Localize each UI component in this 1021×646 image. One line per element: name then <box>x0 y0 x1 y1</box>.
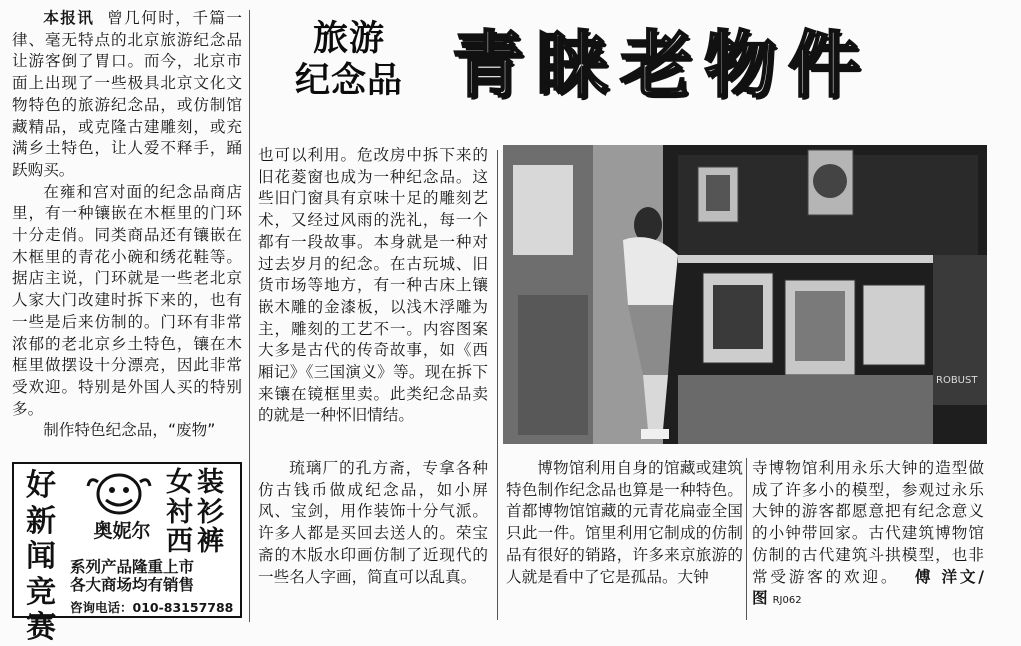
ad-vertical-slogan <box>17 468 65 646</box>
ad-slogan-char: 竞 <box>26 574 56 610</box>
ad-tagline-1: 系列产品隆重上市 <box>70 558 195 576</box>
ad-category-line: 衬衫 <box>166 496 228 528</box>
article-paragraph-7-text: 寺博物馆利用永乐大钟的造型做成了许多小的模型，参观过永乐大钟的游客都愿意把有纪念意义的小钟带回家。古代建筑博物馆仿制的古代建筑斗拱模型，也非常受游客的欢迎。 <box>752 459 984 586</box>
article-paragraph-1-text: 曾几何时，千篇一律、毫无特点的北京旅游纪念品让游客倒了胃口。而今，北京市面上出现了一些极具北京文化文物特色的旅游纪念品，或仿制馆藏精品，或克隆古建雕刻，或充满乡土特色，让人爱不释手，踊跃购买。 <box>12 9 242 179</box>
headline: 青睐老物件 <box>452 23 873 107</box>
article-paragraph-5: 琉璃厂的孔方斋，专拿各种仿古钱币做成纪念品，如小屏风、宝剑，用作装饰十分气派。许多人都是买回去送人的。荣宝斋的木版水印画仿制了近现代的一些名人字画，简直可以乱真。 <box>258 459 488 586</box>
article-paragraph-1 <box>12 8 242 182</box>
article-paragraph-7 <box>752 458 984 612</box>
shop-display-photo-icon <box>503 145 987 444</box>
ad-category-line: 女装 <box>166 467 228 498</box>
article-lead: 本报讯 <box>43 9 95 27</box>
headline-kicker <box>274 18 424 102</box>
article-code: RJ062 <box>772 595 802 607</box>
ad-brand-name: 奥妮尔 <box>93 520 151 542</box>
article-paragraph-4: 也可以利用。危改房中拆下来的旧花菱窗也成为一种纪念品。这些旧门窗具有京味十足的雕刻艺术，又经过风雨的洗礼，每一个都有一段故事。本身就是一种对过去岁月的纪念。在古玩城、旧货市场等地方，有一种古床上镶嵌木雕的金漆板，以浅木浮雕为主，雕刻的工艺不一。内容图案大多是古代的传奇故事，如《西厢记》《三国演义》等。现在拆下来镶在镜框里卖。此类纪念品卖的就是一种怀旧情结。 <box>258 146 488 425</box>
ad-slogan-char: 赛 <box>26 610 56 645</box>
column-divider <box>497 150 498 620</box>
ad-tagline-2: 各大商场均有销售 <box>70 576 195 594</box>
article-photo <box>503 145 987 444</box>
ad-slogan-char: 新 <box>26 503 56 539</box>
article-paragraph-2: 在雍和宫对面的纪念品商店里，有一种镶嵌在木框里的门环十分走俏。同类商品还有镶嵌在木框里的青花小碗和绣花鞋等。据店主说，门环就是一些老北京人家大门改建时拆下来的，也有一些是后来仿制的。门环有非常浓郁的老北京乡土特色，镶在木框里做摆设十分漂亮，因此非常受欢迎。特别是外国人买的特别多。 <box>12 182 242 418</box>
photo-sign: ROBUST <box>936 375 978 386</box>
article-paragraph-6: 博物馆利用自身的馆藏或建筑特色制作纪念品也算是一种特色。首都博物馆馆藏的元青花扁壶全国只此一件。馆里利用它制成的仿制品有很好的销路，许多来京旅游的人就是看中了它是孤品。大钟 <box>506 459 743 586</box>
column-divider <box>249 10 250 622</box>
ad-category-line: 西裤 <box>166 526 228 557</box>
article-column-5 <box>752 458 984 612</box>
article-column-4 <box>506 458 743 588</box>
article-column-1 <box>12 8 242 442</box>
article-paragraph-3: 制作特色纪念品，“废物” <box>43 421 216 440</box>
ad-phone: 咨询电话：010-83157788 <box>70 600 234 615</box>
kicker-line-1: 旅游 <box>312 19 385 59</box>
column-divider <box>746 458 747 620</box>
article-column-3 <box>258 458 488 588</box>
ad-slogan-char: 闻 <box>26 539 56 574</box>
photo-credit: 傅 洋文/图 <box>752 567 984 608</box>
advertisement <box>12 462 242 645</box>
kicker-line-2: 纪念品 <box>294 61 403 101</box>
ad-slogan-char: 好 <box>26 468 56 503</box>
brand-logo-icon <box>84 472 154 516</box>
ad-category <box>166 468 238 557</box>
article-column-2 <box>258 145 488 427</box>
